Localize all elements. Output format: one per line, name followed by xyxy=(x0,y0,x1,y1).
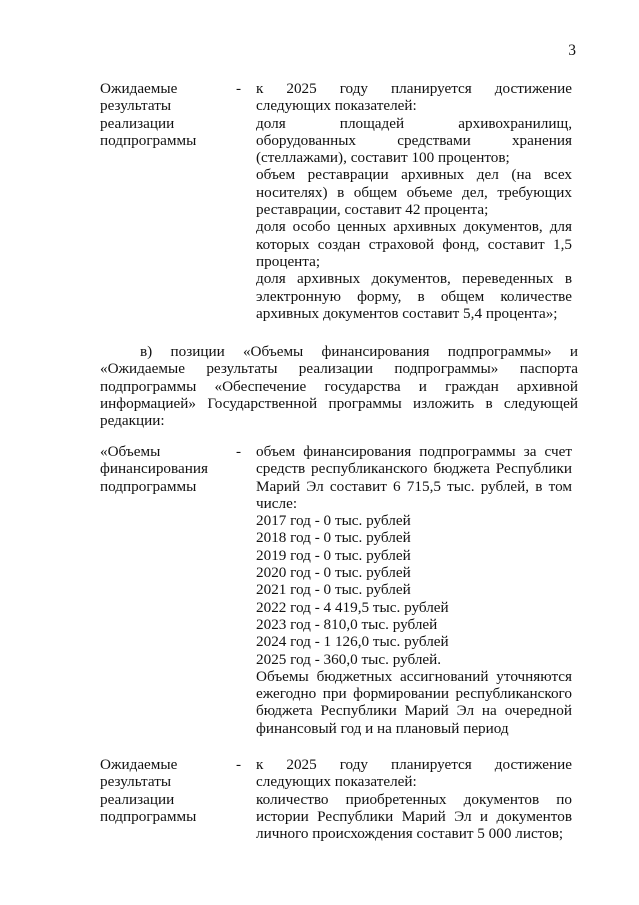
indicator-item: доля особо ценных архивных документов, для которых создан страховой фонд, составит 1,5 процента; xyxy=(256,218,572,270)
label-line: Ожидаемые xyxy=(100,80,178,97)
label-line: результаты xyxy=(100,97,172,115)
indicator-item: доля площадей архивохранилищ, оборудованных средствами хранения (стеллажами), составит 100 процентов; xyxy=(256,114,572,167)
label-line: «Объемы xyxy=(100,443,161,460)
year-amount: 2021 год - 0 тыс. рублей xyxy=(256,581,411,599)
amendment-paragraph: в) позиции «Объемы финансирования подпрограммы» и «Ожидаемые результаты реализации подпрограммы» паспорта подпрограммы «Обеспечение государства и граждан архивной информацией» Государственной программы изложить в следующей редакции: xyxy=(100,343,578,430)
dash-separator: - xyxy=(236,80,242,97)
dash-separator: - xyxy=(236,756,242,773)
page-number: 3 xyxy=(568,42,576,59)
year-amount: 2019 год - 0 тыс. рублей xyxy=(256,546,411,564)
row-label xyxy=(100,756,236,842)
financing-intro: объем финансирования подпрограммы за счет средств республиканского бюджета Республики Марий Эл составит 6 715,5 тыс. рублей, в том числе: xyxy=(256,443,572,512)
indicator-item: объем реставрации архивных дел (на всех носителях) в общем объеме дел, требующих реставрации, составит 42 процента; xyxy=(256,166,572,219)
expected-results-block-2 xyxy=(100,756,572,842)
row-label xyxy=(100,443,236,737)
financing-note: Объемы бюджетных ассигнований уточняются ежегодно при формировании республиканского бюджета Республики Марий Эл на очередной финансовый год и на плановый период xyxy=(256,667,572,737)
year-amount: 2024 год - 1 126,0 тыс. рублей xyxy=(256,633,449,651)
year-amount: 2017 год - 0 тыс. рублей xyxy=(256,512,411,530)
indicator-item: к 2025 году планируется достижение следующих показателей: xyxy=(256,756,572,791)
label-line: подпрограммы xyxy=(100,477,197,495)
year-amount: 2018 год - 0 тыс. рублей xyxy=(256,529,411,547)
label-line: подпрограммы xyxy=(100,807,197,825)
year-amount: 2025 год - 360,0 тыс. рублей. xyxy=(256,650,442,668)
label-line: реализации xyxy=(100,790,175,808)
financing-block xyxy=(100,443,572,737)
label-line: подпрограммы xyxy=(100,131,197,149)
year-amount: 2022 год - 4 419,5 тыс. рублей xyxy=(256,598,449,616)
label-line: реализации xyxy=(100,114,175,132)
row-content xyxy=(256,443,572,737)
dash-separator: - xyxy=(236,443,242,460)
year-amount: 2020 год - 0 тыс. рублей xyxy=(256,564,411,582)
year-amount: 2023 год - 810,0 тыс. рублей xyxy=(256,615,438,633)
expected-results-block-1 xyxy=(100,80,572,322)
indicator-item: доля архивных документов, переведенных в электронную форму, в общем количестве архивных документов составит 5,4 процента»; xyxy=(256,270,572,322)
label-line: финансирования xyxy=(100,460,208,478)
row-content xyxy=(256,80,572,322)
label-line: результаты xyxy=(100,773,172,791)
row-content xyxy=(256,756,572,842)
indicator-item: к 2025 году планируется достижение следующих показателей: xyxy=(256,80,572,115)
label-line: Ожидаемые xyxy=(100,756,178,773)
indicator-item: количество приобретенных документов по истории Республики Марий Эл и документов личного происхождения составит 5 000 листов; xyxy=(256,790,572,843)
row-label xyxy=(100,80,236,322)
